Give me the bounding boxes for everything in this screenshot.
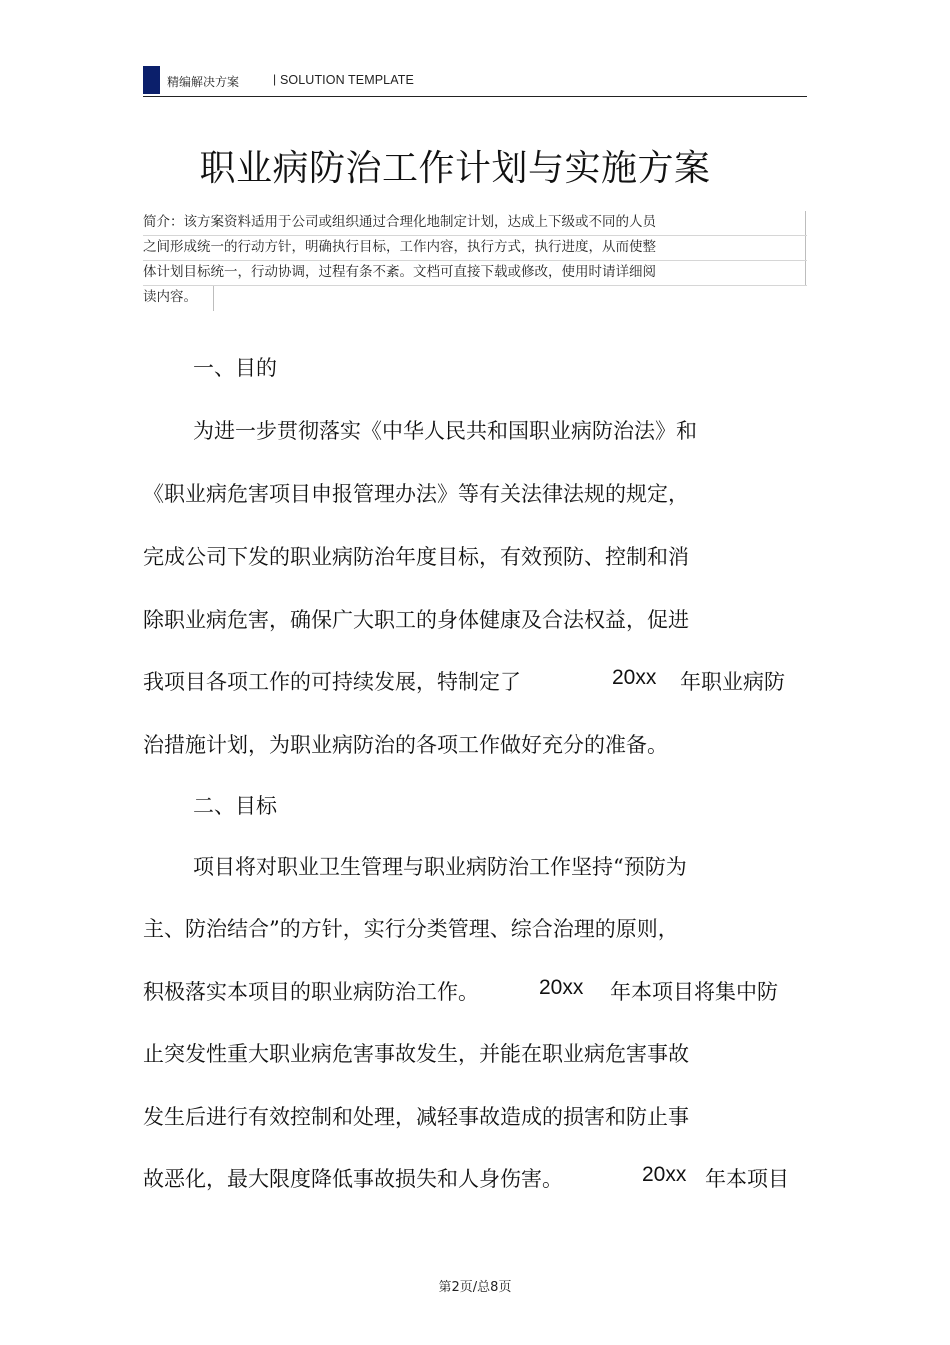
header-separator: | [273,72,277,86]
paragraph-line [143,976,808,1006]
summary-line-text: 简介：该方案资料适用于公司或组织通过合理化地制定计划，达成上下级或不同的人员 [143,214,656,230]
paragraph-line [143,1163,808,1193]
paragraph-line: 完成公司下发的职业病防治年度目标，有效预防、控制和消 [143,545,689,569]
summary-line-text: 之间形成统一的行动方针，明确执行目标，工作内容，执行方式，执行进度，从而使整 [143,239,656,255]
header-subtitle: SOLUTION TEMPLATE [280,73,414,87]
text-run: 积极落实本项目的职业病防治工作。 [143,980,479,1004]
summary-line [143,261,807,286]
summary-line [143,211,807,236]
paragraph-line [143,666,808,696]
year-text: 20xx [539,976,584,999]
paragraph-line: 发生后进行有效控制和处理，减轻事故造成的损害和防止事 [143,1105,689,1129]
summary-border [805,261,806,285]
year-text: 20xx [642,1163,687,1186]
paragraph-line: 为进一步贯彻落实《中华人民共和国职业病防治法》和 [193,419,697,443]
summary-line [143,286,215,311]
paragraph-line: 《职业病危害项目申报管理办法》等有关法律法规的规定， [143,482,689,506]
paragraph-line: 治措施计划，为职业病防治的各项工作做好充分的准备。 [143,733,668,757]
page-header [143,66,807,97]
text-run: 年职业病防 [680,670,785,694]
header-brand: 精编解决方案 [167,75,240,89]
paragraph-line: 除职业病危害，确保广大职工的身体健康及合法权益，促进 [143,608,689,632]
section-heading: 一、目的 [193,356,277,380]
paragraph-line: 项目将对职业卫生管理与职业病防治工作坚持“预防为 [193,855,687,879]
paragraph-line: 主、防治结合”的方针，实行分类管理、综合治理的原则， [143,917,679,941]
paragraph-line: 止突发性重大职业病危害事故发生，并能在职业病危害事故 [143,1042,689,1066]
text-run: 我项目各项工作的可持续发展，特制定了 [143,670,521,694]
page-number: 第2页/总8页 [438,1280,512,1295]
summary-border [213,286,214,311]
summary-line-text: 读内容。 [143,289,197,305]
logo-icon [143,66,160,94]
section-heading: 二、目标 [193,794,277,818]
summary-border [805,236,806,260]
text-run: 故恶化，最大限度降低事故损失和人身伤害。 [143,1167,563,1191]
summary-border [805,211,806,235]
text-run: 年本项目 [705,1167,789,1191]
summary-line-text: 体计划目标统一，行动协调，过程有条不紊。文档可直接下载或修改，使用时请详细阅 [143,264,656,280]
document-title: 职业病防治工作计划与实施方案 [199,148,711,189]
summary-box [143,211,807,311]
text-run: 年本项目将集中防 [610,980,778,1004]
year-text: 20xx [612,666,657,689]
summary-line [143,236,807,261]
